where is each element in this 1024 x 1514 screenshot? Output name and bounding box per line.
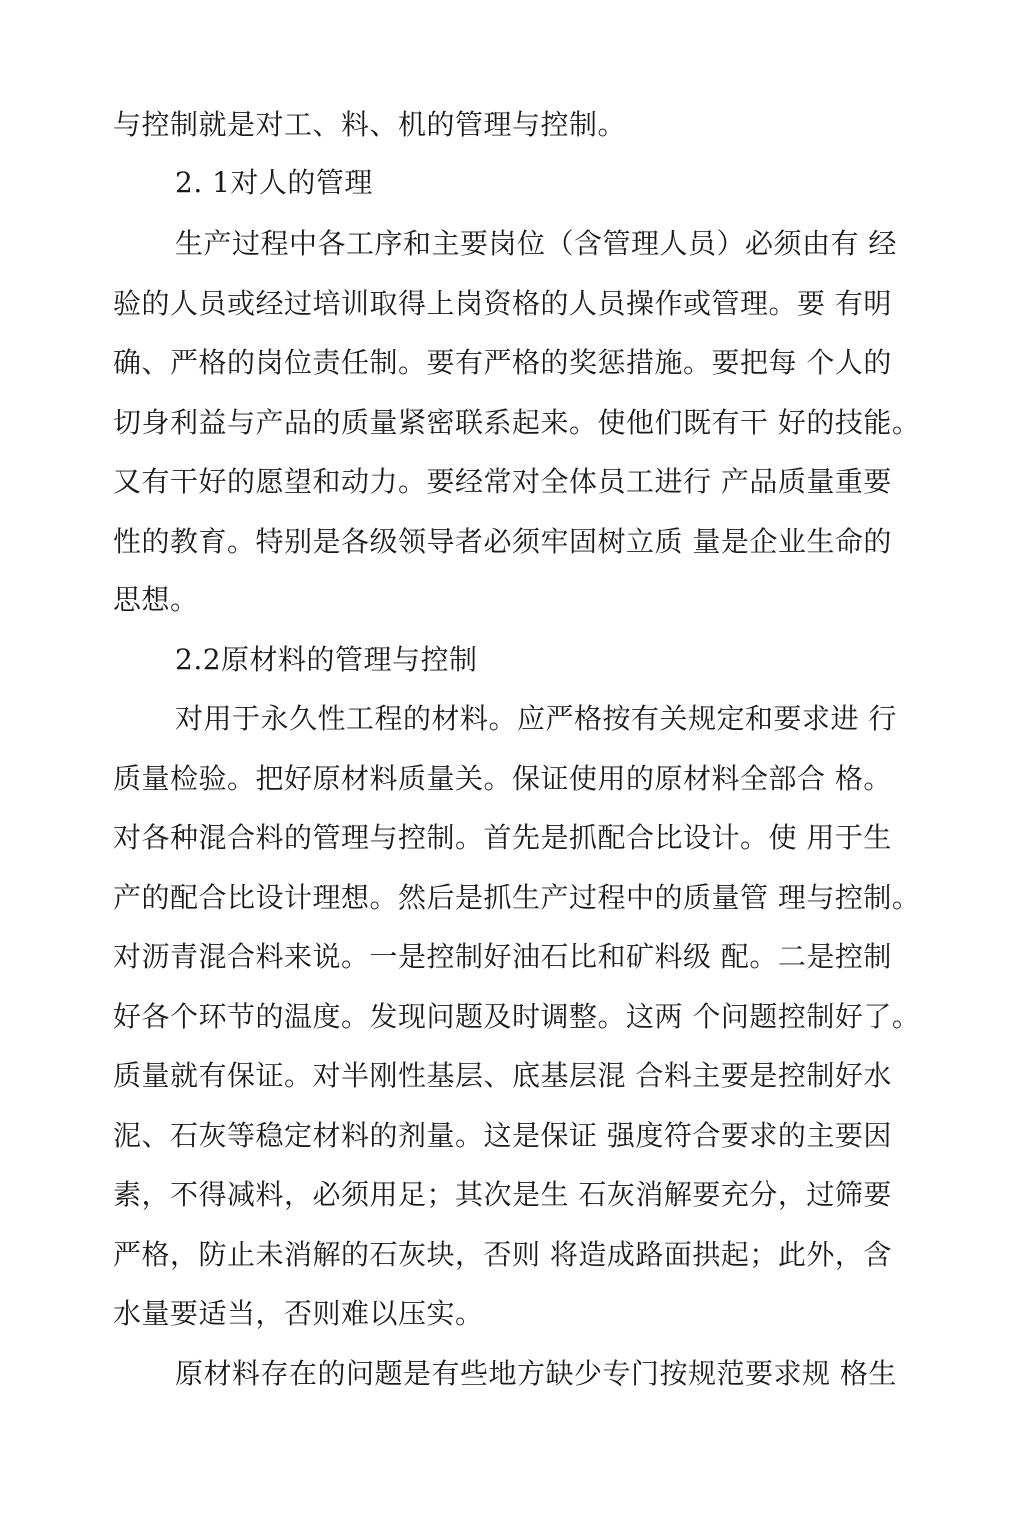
text-line: 对沥青混合料来说。一是控制好油石比和矿料级 配。二是控制 — [113, 940, 892, 973]
text-line: 质量检验。把好原材料质量关。保证使用的原材料全部合 格。 — [113, 762, 892, 795]
text-line: 泥、石灰等稳定材料的剂量。这是保证 强度符合要求的主要因 — [113, 1119, 892, 1152]
text-line: 对用于永久性工程的材料。应严格按有关规定和要求进 行 — [175, 702, 897, 735]
text-line: 生产过程中各工序和主要岗位（含管理人员）必须由有 经 — [175, 227, 897, 260]
text-line: 素，不得减料，必须用足；其次是生 石灰消解要充分，过筛要 — [113, 1178, 892, 1211]
section-heading: 2. 1对人的管理 — [175, 166, 373, 199]
text-line: 切身利益与产品的质量紧密联系起来。使他们既有干 好的技能。 — [113, 406, 921, 439]
text-line: 又有干好的愿望和动力。要经常对全体员工进行 产品质量重要 — [113, 465, 892, 498]
text-line: 好各个环节的温度。发现问题及时调整。这两 个问题控制好了。 — [113, 1000, 921, 1033]
text-line: 严格，防止未消解的石灰块，否则 将造成路面拱起；此外，含 — [113, 1238, 892, 1271]
text-line: 思想。 — [113, 583, 199, 616]
text-line: 水量要适当，否则难以压实。 — [113, 1297, 484, 1330]
section-heading: 2.2原材料的管理与控制 — [175, 643, 478, 676]
text-line: 原材料存在的问题是有些地方缺少专门按规范要求规 格生 — [175, 1357, 897, 1390]
text-line: 验的人员或经过培训取得上岗资格的人员操作或管理。要 有明 — [113, 287, 892, 320]
text-line: 与控制就是对工、料、机的管理与控制。 — [113, 108, 627, 141]
text-line: 对各种混合料的管理与控制。首先是抓配合比设计。使 用于生 — [113, 821, 892, 854]
text-line: 性的教育。特别是各级领导者必须牢固树立质 量是企业生命的 — [113, 525, 892, 558]
text-line: 产的配合比设计理想。然后是抓生产过程中的质量管 理与控制。 — [113, 881, 921, 914]
text-line: 确、严格的岗位责任制。要有严格的奖惩措施。要把每 个人的 — [113, 346, 892, 379]
text-line: 质量就有保证。对半刚性基层、底基层混 合料主要是控制好水 — [113, 1059, 892, 1092]
